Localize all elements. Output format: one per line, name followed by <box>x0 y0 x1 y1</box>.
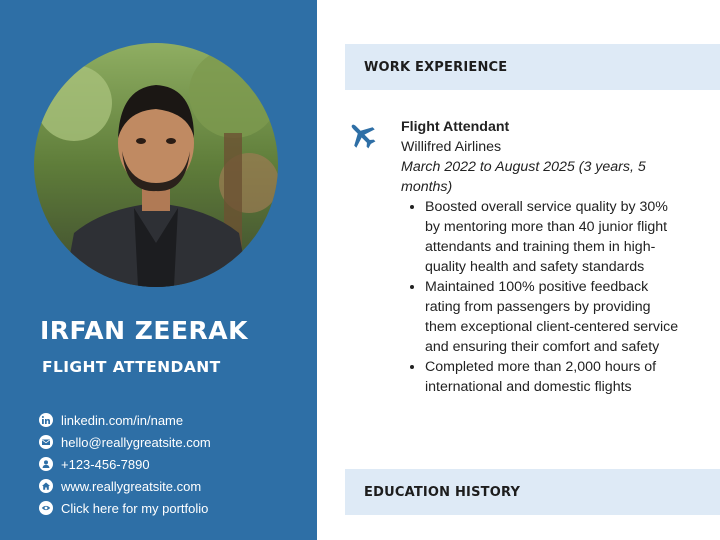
education-history-header <box>345 469 720 515</box>
airplane-icon <box>346 119 378 155</box>
contact-phone[interactable] <box>39 453 211 475</box>
profile-photo <box>34 43 278 287</box>
education-history-heading: EDUCATION HISTORY <box>364 484 521 500</box>
list-item: • Boosted overall service quality by 30% by mentoring more than 40 junior flight attendants and training them in high-quality health and safety standards <box>425 197 681 277</box>
linkedin-icon <box>39 413 53 427</box>
job-entry <box>401 117 681 397</box>
job-dates: March 2022 to August 2025 (3 years, 5 months) <box>401 159 646 195</box>
contact-linkedin-text: linkedin.com/in/name <box>61 412 184 428</box>
list-item: • Maintained 100% positive feedback rating from passengers by providing them exceptional client-centered service and ensuring their comfort and safety <box>425 277 681 357</box>
job-company: Willifred Airlines <box>401 139 502 155</box>
work-experience-heading: WORK EXPERIENCE <box>364 59 508 75</box>
job-bullets <box>401 197 681 397</box>
contact-website-text: www.reallygreatsite.com <box>61 478 202 494</box>
profile-name: IRFAN ZEERAK <box>40 316 248 345</box>
home-icon <box>39 479 53 493</box>
contact-email-text: hello@reallygreatsite.com <box>61 434 211 450</box>
contact-phone-text: +123-456-7890 <box>61 456 150 472</box>
user-icon <box>39 457 53 471</box>
contact-website[interactable] <box>39 475 211 497</box>
job-position: Flight Attendant <box>401 119 510 135</box>
contact-portfolio-text: Click here for my portfolio <box>61 500 209 516</box>
email-icon <box>39 435 53 449</box>
contact-list <box>39 409 211 519</box>
work-experience-header <box>345 44 720 90</box>
eye-icon <box>39 501 53 515</box>
list-item: • Completed more than 2,000 hours of international and domestic flights <box>425 357 681 397</box>
contact-email[interactable] <box>39 431 211 453</box>
contact-linkedin[interactable] <box>39 409 211 431</box>
sidebar <box>0 0 317 540</box>
contact-portfolio[interactable] <box>39 497 211 519</box>
profile-title: FLIGHT ATTENDANT <box>42 358 221 376</box>
